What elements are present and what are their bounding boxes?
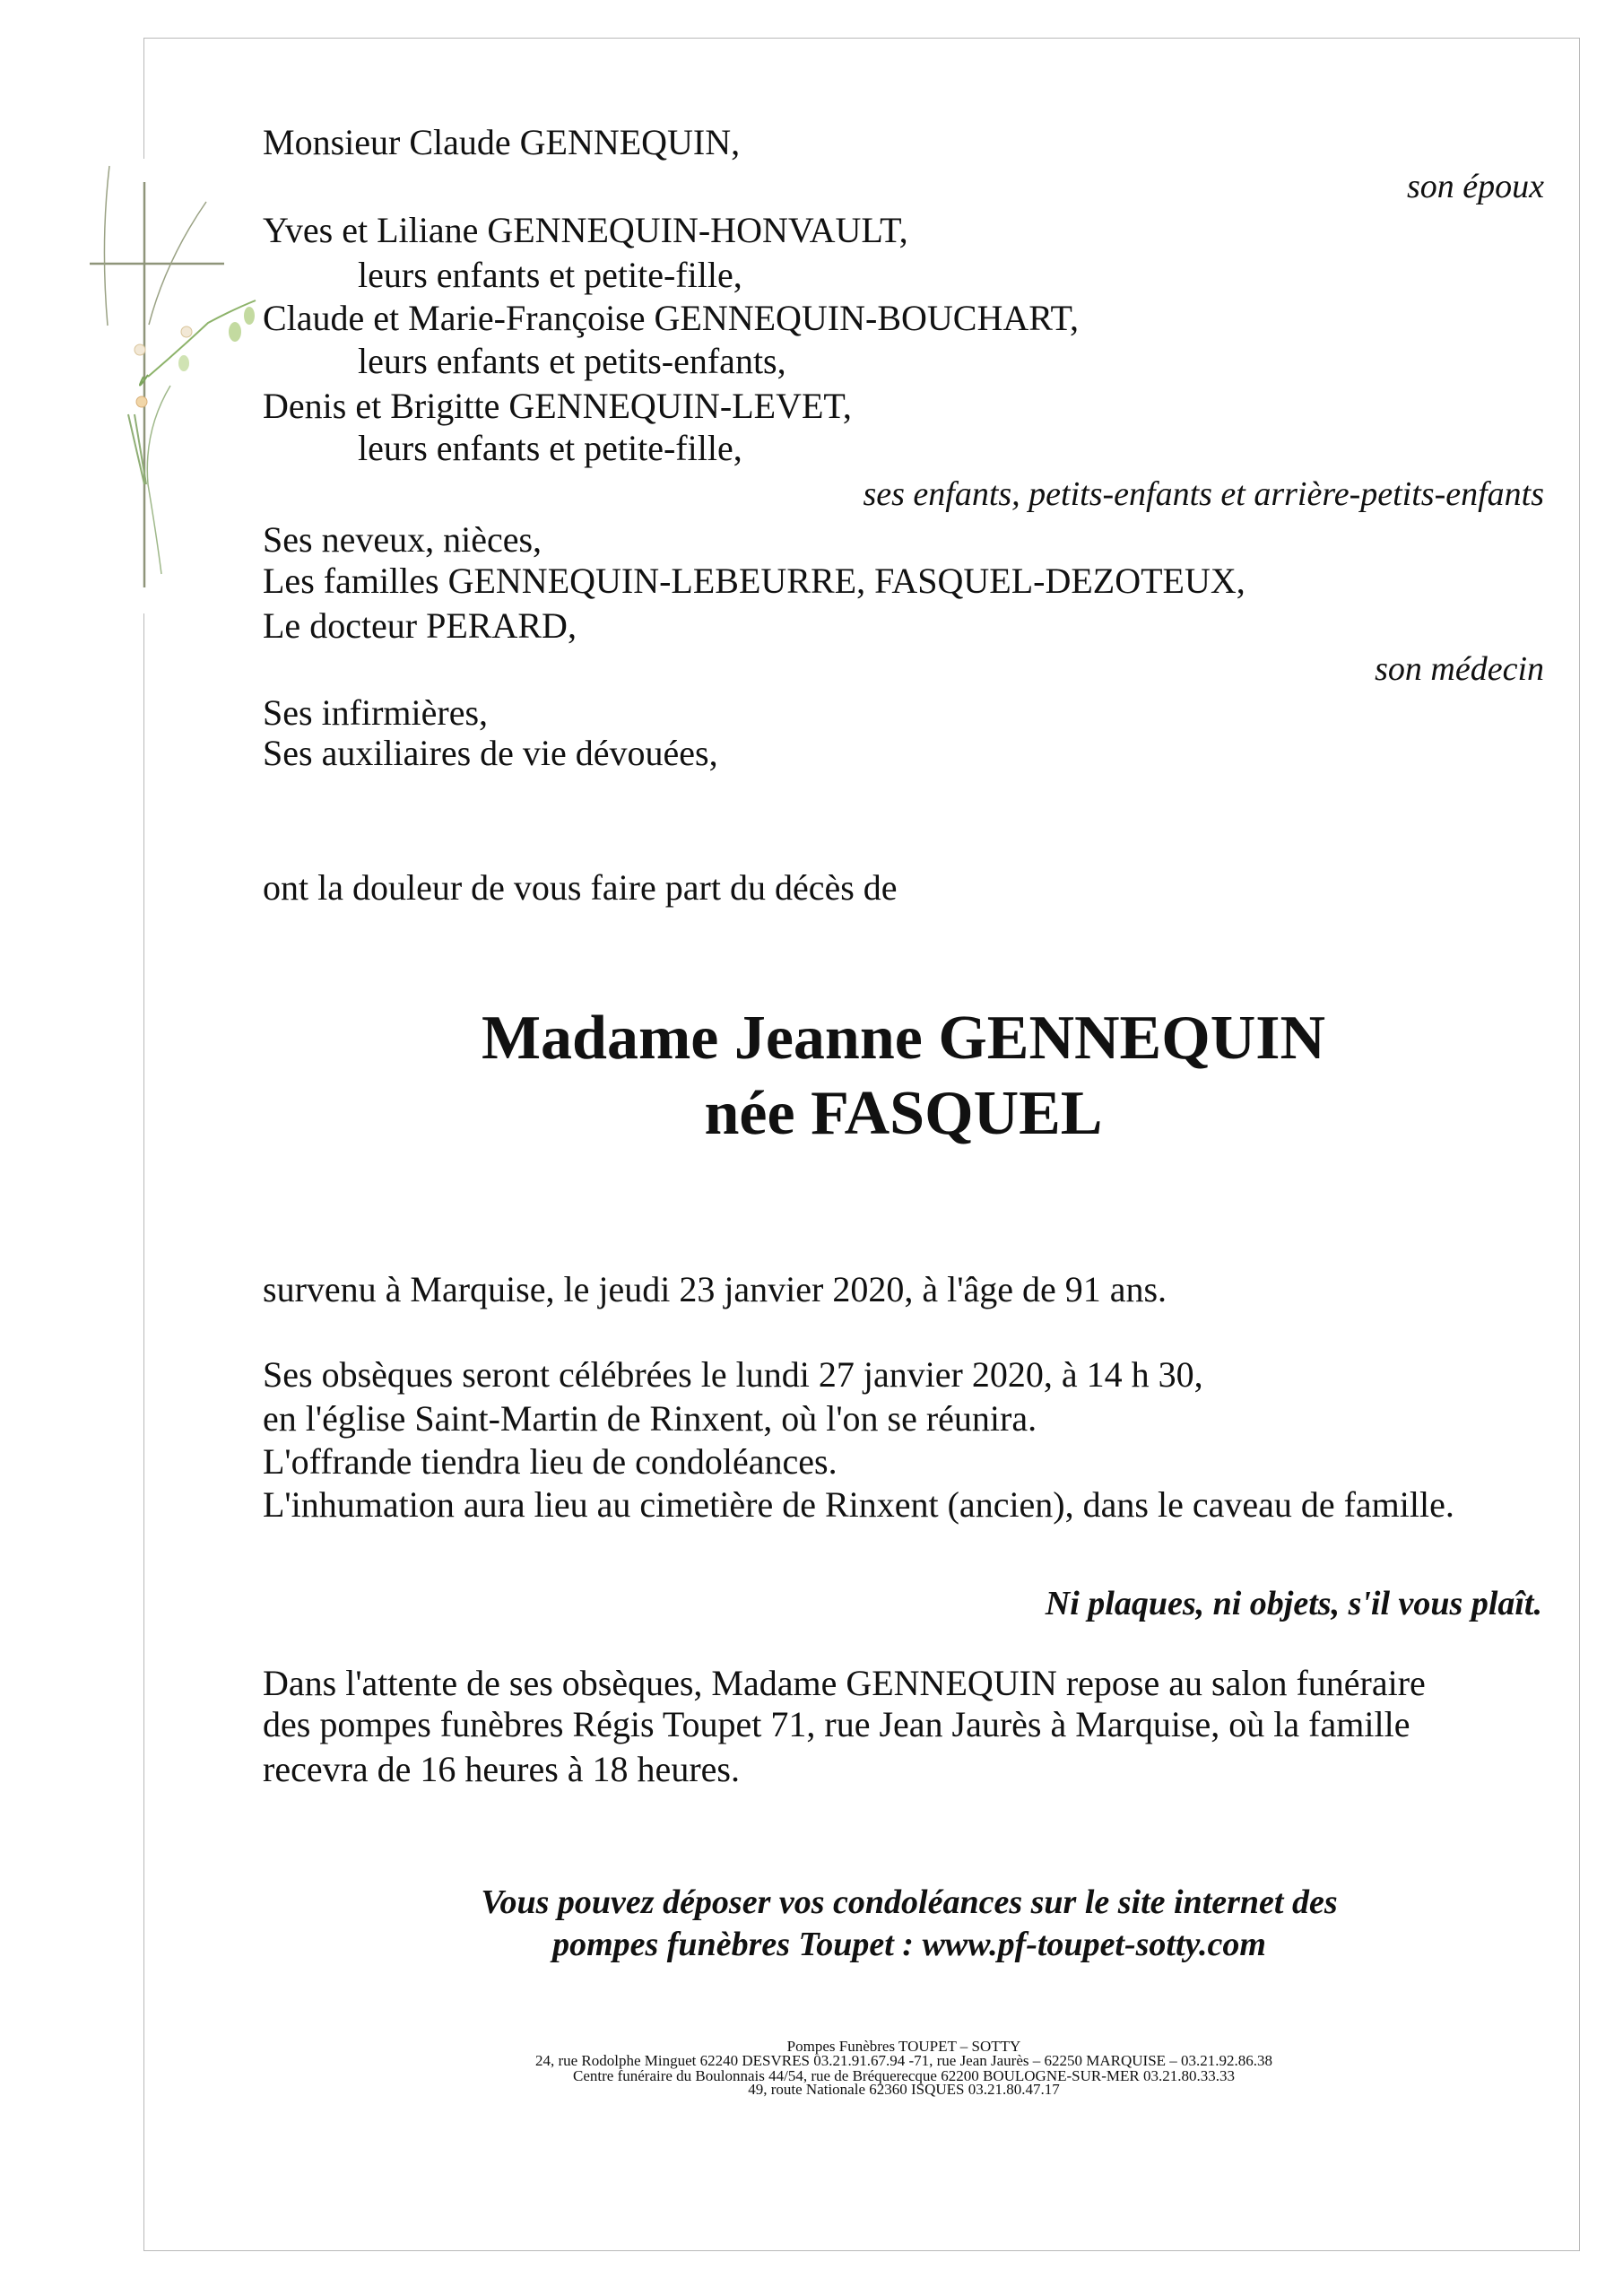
relatives-line: Le docteur PERARD, (263, 605, 577, 646)
child-descendants: leurs enfants et petite-fille, (358, 255, 742, 295)
carers-line: Ses auxiliaires de vie dévouées, (263, 733, 718, 773)
carers-line: Ses infirmières, (263, 692, 489, 733)
footer-address: 24, rue Rodolphe Minguet 62240 DESVRES 03.21.91.67.94 -71, rue Jean Jaurès – 62250 MARQUISE – 03.21.92.86.38 (534, 2052, 1273, 2069)
relatives-line: Ses neveux, nièces, (263, 519, 542, 560)
spouse-role: son époux (1406, 168, 1544, 205)
footer-company: Pompes Funèbres TOUPET – SOTTY (786, 2038, 1021, 2055)
funeral-line: L'offrande tiendra lieu de condoléances. (263, 1441, 838, 1482)
condolences-line: pompes funèbres Toupet : www.pf-toupet-sotty.com (552, 1926, 1266, 1963)
condolences-line: Vous pouvez déposer vos condoléances sur le site internet des (481, 1883, 1338, 1921)
spouse-name: Monsieur Claude GENNEQUIN, (263, 122, 741, 162)
footer-address: 49, route Nationale 62360 ISQUES 03.21.80.47.17 (748, 2081, 1060, 2098)
funeral-line: L'inhumation aura lieu au cimetière de Rinxent (ancien), dans le caveau de famille. (263, 1484, 1454, 1525)
death-info: survenu à Marquise, le jeudi 23 janvier 2020, à l'âge de 91 ans. (263, 1269, 1167, 1309)
footer-address: Centre funéraire du Boulonnais 44/54, rue de Bréquerecque 62200 BOULOGNE-SUR-MER 03.21.80.33.33 (573, 2067, 1235, 2084)
visitation-line: des pompes funèbres Régis Toupet 71, rue Jean Jaurès à Marquise, où la famille (263, 1704, 1410, 1744)
doctor-role: son médecin (1375, 650, 1544, 688)
relatives-line: Les familles GENNEQUIN-LEBEURRE, FASQUEL-DEZOTEUX, (263, 561, 1245, 601)
deceased-name: Madame Jeanne GENNEQUIN (481, 1004, 1326, 1073)
child-name: Denis et Brigitte GENNEQUIN-LEVET, (263, 386, 852, 426)
child-name: Claude et Marie-Françoise GENNEQUIN-BOUCHART, (263, 298, 1079, 338)
visitation-line: recevra de 16 heures à 18 heures. (263, 1749, 740, 1789)
no-flowers-note: Ni plaques, ni objets, s'il vous plaît. (1045, 1585, 1542, 1622)
deceased-maiden-name: née FASQUEL (704, 1079, 1103, 1148)
child-descendants: leurs enfants et petite-fille, (358, 428, 742, 468)
children-role: ses enfants, petits-enfants et arrière-petits-enfants (863, 475, 1544, 513)
announcement: ont la douleur de vous faire part du décès de (263, 867, 898, 908)
cross-flower-icon (0, 0, 287, 646)
child-descendants: leurs enfants et petits-enfants, (358, 341, 786, 381)
funeral-line: en l'église Saint-Martin de Rinxent, où l'on se réunira. (263, 1398, 1037, 1439)
visitation-line: Dans l'attente de ses obsèques, Madame GENNEQUIN repose au salon funéraire (263, 1663, 1426, 1703)
child-name: Yves et Liliane GENNEQUIN-HONVAULT, (263, 210, 908, 250)
funeral-line: Ses obsèques seront célébrées le lundi 27 janvier 2020, à 14 h 30, (263, 1354, 1203, 1395)
